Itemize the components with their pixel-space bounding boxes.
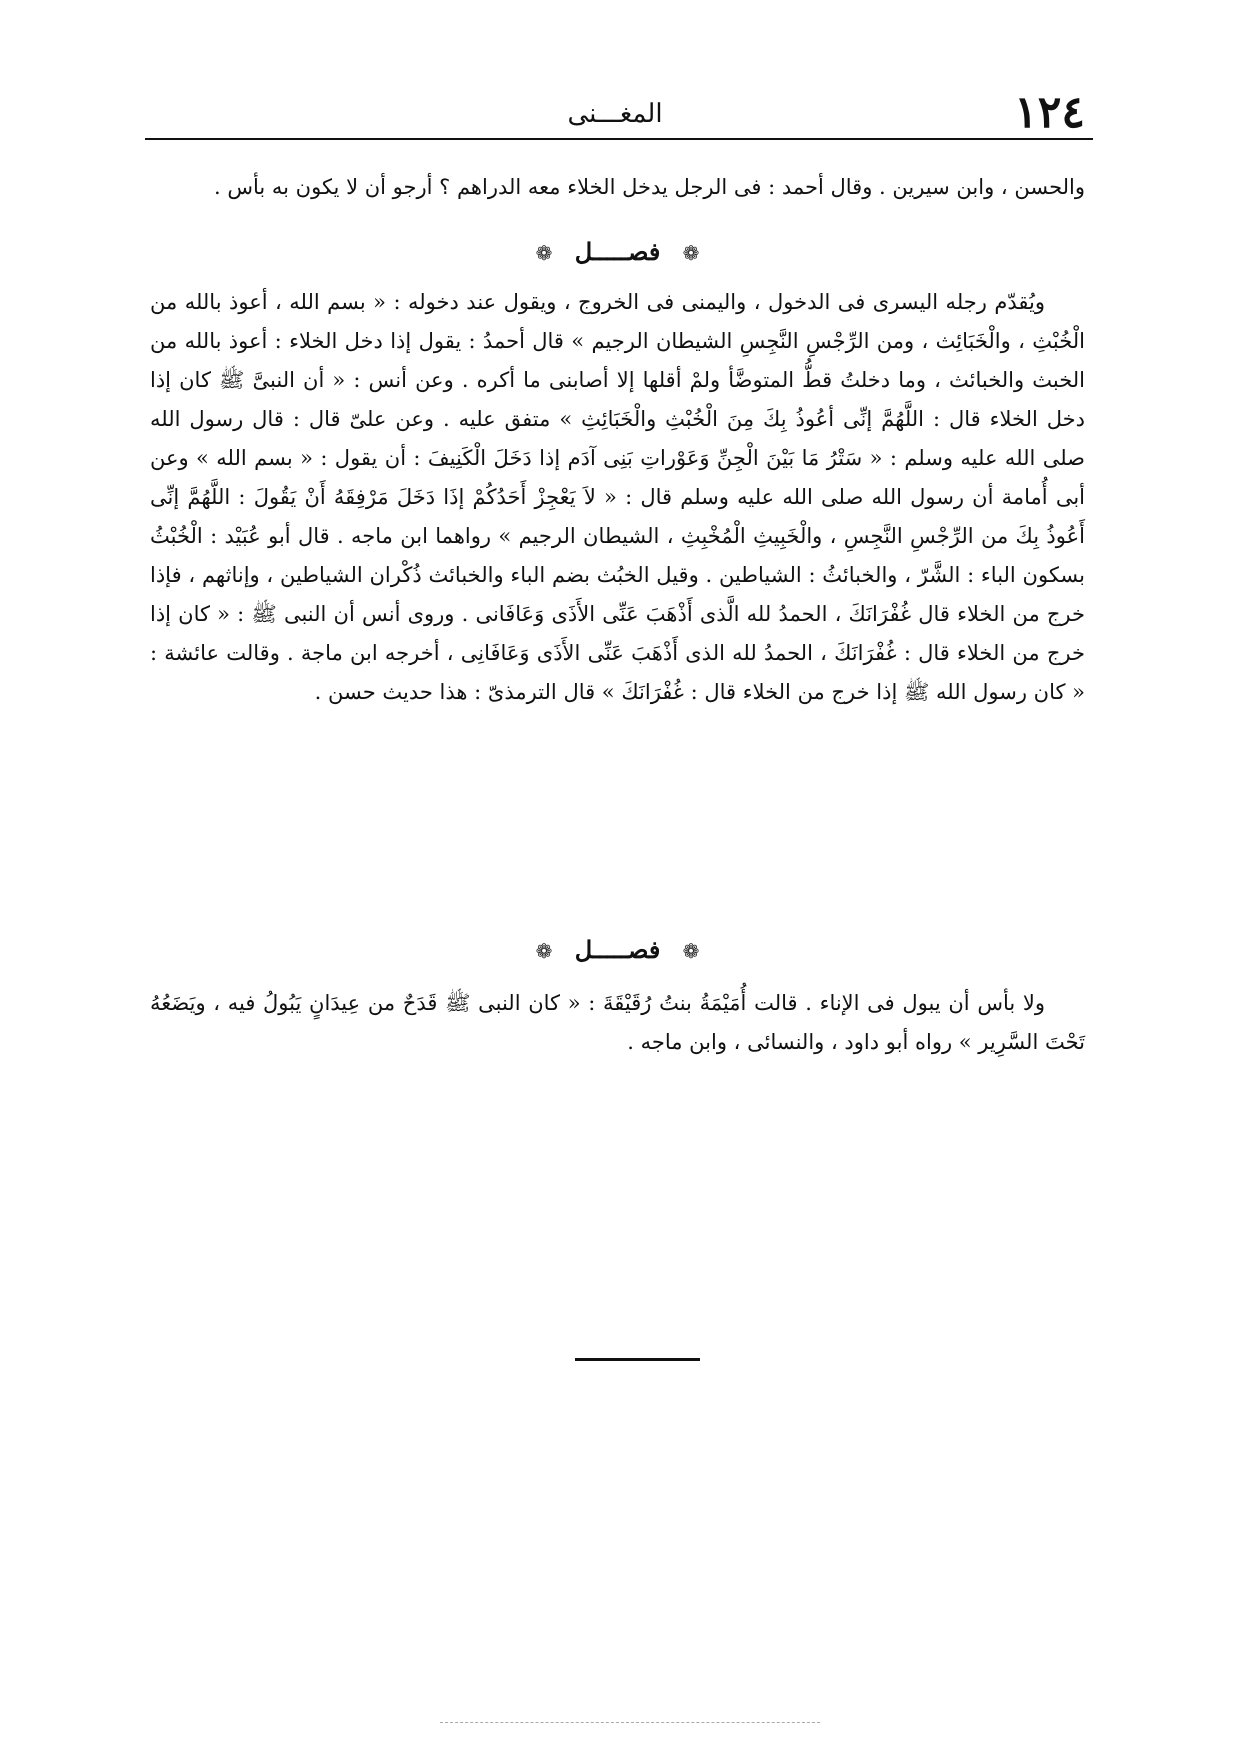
page-bottom-marks bbox=[440, 1722, 820, 1725]
paragraph: ولا بأس أن يبول فى الإناء . قالت أُمَيْمَةُ بنتُ رُقَيْقَةَ : « كان النبى ﷺ قَدَحٌ من عِيدَانٍ يَبُولُ فيه ، ويَضَعُهُ تَحْتَ السَّرِير » رواه أبو داود ، والنسائى ، وابن ماجه . bbox=[150, 991, 1085, 1054]
ornament-icon: ❁ bbox=[535, 939, 553, 963]
ornament-icon: ❁ bbox=[682, 939, 700, 963]
section-heading-label: فصـــــل bbox=[574, 935, 661, 964]
running-title: المغـــنى bbox=[567, 99, 663, 129]
ornament-icon: ❁ bbox=[535, 241, 553, 265]
text-block-section-2 bbox=[150, 984, 1085, 1062]
end-of-text-rule bbox=[575, 1358, 700, 1361]
text-block-section-1 bbox=[150, 283, 1085, 712]
paragraph: ويُقدّم رجله اليسرى فى الدخول ، واليمنى فى الخروج ، ويقول عند دخوله : « بسم الله ، أعوذ بالله من الْخُبْثِ ، والْخَبَائِث ، ومن الرِّجْسِ النَّجِسِ الشيطان الرجيم » قال أحمدُ : يقول إذا دخل الخلاء : أعوذ بالله من الخبث والخبائث ، وما دخلتُ قطُّ المتوضَّأ ولمْ أقلها إلا أصابنى ما أكره . وعن أنس : « أن النبىَّ ﷺ كان إذا دخل الخلاء قال : اللَّهُمَّ إنِّى أعُوذُ بِكَ مِنَ الْخُبْثِ والْخَبَائِثِ » متفق عليه . وعن علىّ قال : قال رسول الله صلى الله عليه وسلم : « سَتْرُ مَا بَيْنَ الْجِنِّ وَعَوْراتِ بَنِى آدَم إذا دَخَلَ الْكَنِيفَ : أن يقول : « بسم الله » وعن أبى أُمامة أن رسول الله صلى الله عليه وسلم قال : « لاَ يَعْجِزْ أَحَدُكُمْ إذَا دَخَلَ مَرْفِقَهُ أَنْ يَقُولَ : اللَّهُمَّ إنِّى أَعُوذُ بِكَ من الرِّجْسِ النَّجِسِ ، والْخَبِيثِ الْمُخْبِثِ ، الشيطان الرجيم » رواهما ابن ماجه . قال أبو عُبَيْد : الْخُبْثُ بسكون الباء : الشَّرّ ، والخبائثُ : الشياطين . وقيل الخبُث بضم الباء والخبائث ذُكْران الشياطين ، وإناثهم ، فإذا خرج من الخلاء قال غُفْرَانَكَ ، الحمدُ لله الَّذى أَذْهَبَ عَنِّى الأَذَى وَعَافَانى . وروى أنس أن النبى ﷺ : « كان إذا خرج من الخلاء قال : غُفْرَانَكَ ، الحمدُ لله الذى أَذْهَبَ عَنِّى الأَذَى وَعَافَانِى ، أخرجه ابن ماجة . وقالت عائشة : « كان رسول الله ﷺ إذا خرج من الخلاء قال : غُفْرَانَكَ » قال الترمذىّ : هذا حديث حسن . bbox=[150, 290, 1085, 704]
paragraph: والحسن ، وابن سيرين . وقال أحمد : فى الرجل يدخل الخلاء معه الدراهم ؟ أرجو أن لا يكون به بأس . bbox=[214, 175, 1085, 199]
section-heading bbox=[150, 930, 1085, 971]
section-heading-label: فصـــــل bbox=[574, 237, 661, 266]
text-block-intro bbox=[150, 168, 1085, 207]
section-heading bbox=[150, 232, 1085, 273]
page-number: ١٢٤ bbox=[1014, 87, 1085, 138]
header-rule bbox=[145, 138, 1093, 140]
page-header bbox=[145, 88, 1085, 138]
ornament-icon: ❁ bbox=[682, 241, 700, 265]
